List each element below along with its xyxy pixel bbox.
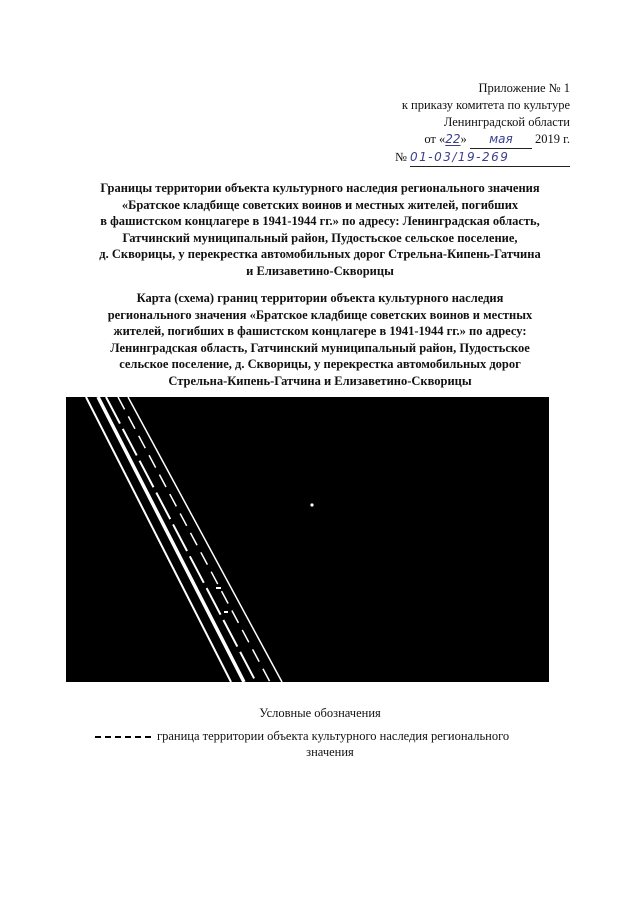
- date-month-blank: [470, 131, 532, 149]
- date-day: 22: [445, 132, 461, 146]
- map-image: [66, 397, 549, 682]
- title-line: Гатчинский муниципальный район, Пудостьское сельское поселение,: [122, 230, 518, 245]
- order-date: [360, 131, 570, 149]
- title-line: Границы территории объекта культурного наследия регионального значения: [100, 181, 540, 195]
- order-number: [360, 149, 570, 167]
- dashed-line-symbol: [95, 736, 151, 738]
- date-sep: »: [460, 132, 467, 146]
- appendix-line-2: к приказу комитета по культуре: [401, 98, 570, 112]
- number-blank: [410, 149, 570, 167]
- date-prefix: от «: [424, 132, 446, 146]
- title-line: в фашистском концлагере в 1941-1944 гг.» по адресу: Ленинградская область,: [100, 214, 540, 228]
- appendix-header: [360, 80, 570, 167]
- map-scheme: [66, 397, 549, 682]
- caption-line: Карта (схема) границ территории объекта культурного наследия: [136, 291, 504, 305]
- appendix-line-3: Ленинградской области: [443, 115, 570, 129]
- title-line: «Братское кладбище советских воинов и местных жителей, погибших: [121, 197, 519, 212]
- map-mark: [216, 587, 221, 589]
- caption-line: сельское поселение, д. Скворицы, у перекрестка автомобильных дорог: [119, 357, 521, 371]
- date-month: мая: [489, 132, 513, 146]
- map-caption: [60, 290, 580, 389]
- appendix-line-1: Приложение № 1: [478, 81, 570, 95]
- number-prefix: №: [394, 150, 407, 164]
- legend-text-1: граница территории объекта культурного наследия регионального: [157, 729, 510, 743]
- caption-line: регионального значения «Братское кладбище советских воинов и местных: [107, 307, 533, 322]
- legend-item: [95, 728, 535, 760]
- date-year: 2019 г.: [535, 132, 570, 146]
- legend-text-2: значения: [306, 745, 354, 759]
- caption-line: Стрельна-Кипень-Гатчина и Елизаветино-Скворицы: [168, 373, 472, 388]
- title-line: д. Скворицы, у перекрестка автомобильных дорог Стрельна-Кипень-Гатчина: [99, 247, 541, 261]
- map-point: [310, 503, 313, 506]
- document-title: [60, 180, 580, 279]
- map-mark: [224, 611, 228, 613]
- title-line: и Елизаветино-Скворицы: [246, 263, 394, 278]
- caption-line: Ленинградская область, Гатчинский муниципальный район, Пудостьское: [110, 340, 530, 355]
- number-value: 01-03/19-269: [410, 150, 510, 164]
- caption-line: жителей, погибших в фашистском концлагере в 1941-1944 гг.» по адресу:: [113, 324, 527, 338]
- legend-title: Условные обозначения: [259, 706, 381, 720]
